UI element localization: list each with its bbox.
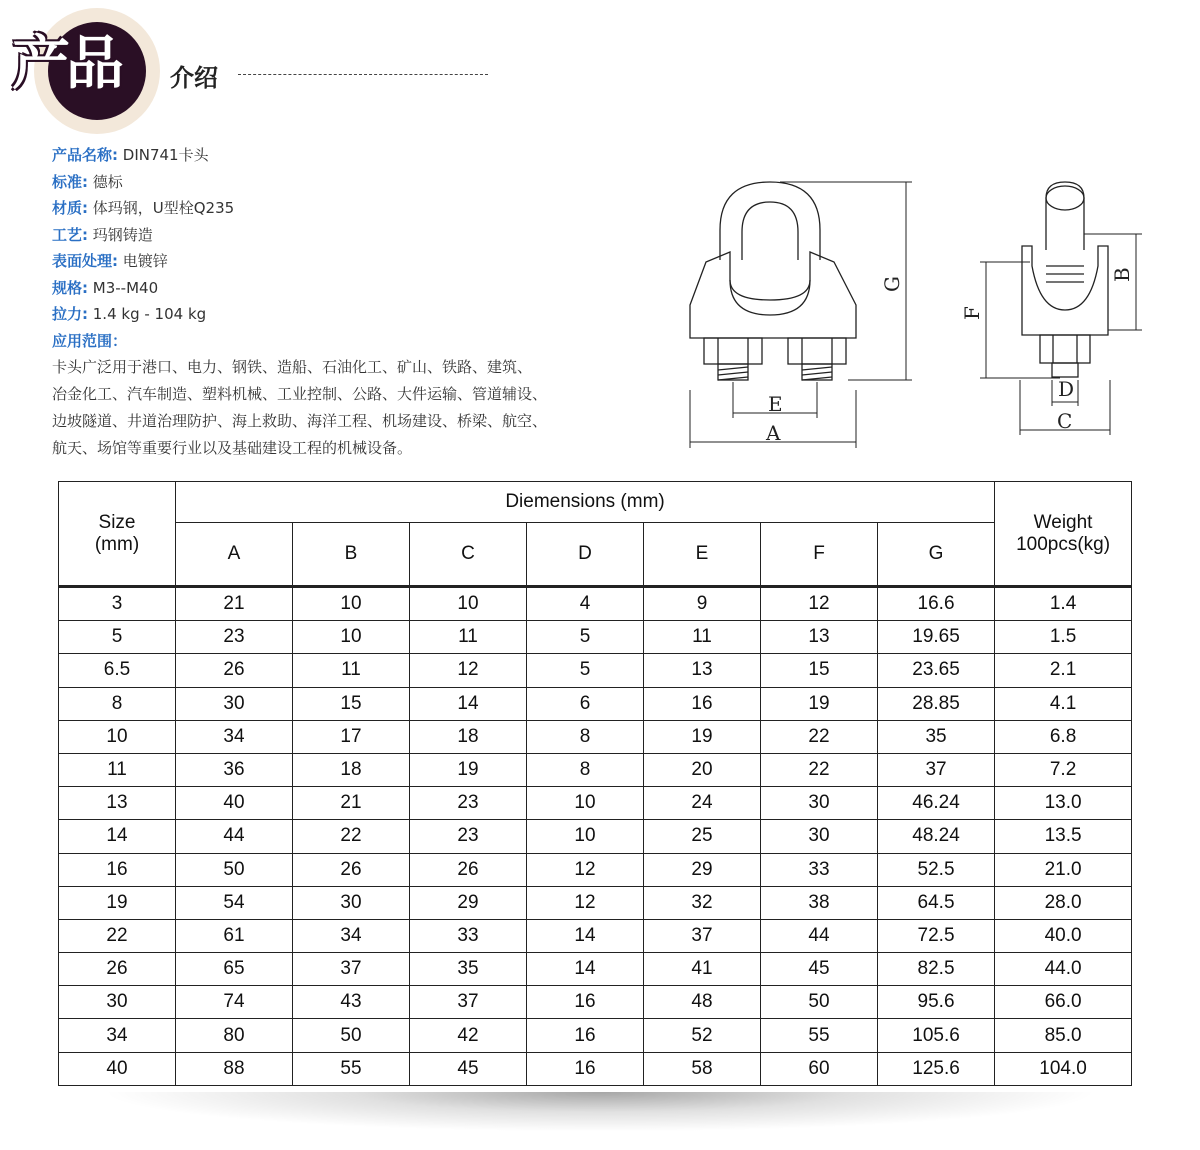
- table-cell: 9: [644, 587, 761, 621]
- table-cell: 61: [176, 919, 293, 952]
- table-cell: 30: [761, 787, 878, 820]
- table-cell: 35: [410, 953, 527, 986]
- table-cell: 40.0: [995, 919, 1132, 952]
- table-cell: 29: [644, 853, 761, 886]
- table-cell: 30: [761, 820, 878, 853]
- table-row: [59, 1019, 1132, 1052]
- table-cell: 72.5: [878, 919, 995, 952]
- table-row: [59, 1052, 1132, 1085]
- table-cell: 13.5: [995, 820, 1132, 853]
- table-row: [59, 787, 1132, 820]
- column-header: D: [527, 523, 644, 587]
- table-cell: 50: [176, 853, 293, 886]
- table-cell: 88: [176, 1052, 293, 1085]
- table-cell: 18: [410, 720, 527, 753]
- table-cell: 8: [59, 687, 176, 720]
- table-cell: 64.5: [878, 886, 995, 919]
- column-header: G: [878, 523, 995, 587]
- header-divider: [238, 74, 488, 75]
- table-row: [59, 820, 1132, 853]
- table-cell: 24: [644, 787, 761, 820]
- table-cell: 4: [527, 587, 644, 621]
- clip-drawing-svg: [680, 170, 1150, 460]
- table-cell: 34: [59, 1019, 176, 1052]
- table-row: [59, 654, 1132, 687]
- table-cell: 19: [761, 687, 878, 720]
- table-cell: 16: [527, 1019, 644, 1052]
- table-cell: 10: [293, 621, 410, 654]
- column-header: C: [410, 523, 527, 587]
- table-cell: 48: [644, 986, 761, 1019]
- table-cell: 34: [293, 919, 410, 952]
- table-cell: 40: [176, 787, 293, 820]
- table-cell: 8: [527, 753, 644, 786]
- spec-application: 应用范围：: [52, 331, 128, 350]
- table-cell: 10: [293, 587, 410, 621]
- table-cell: 58: [644, 1052, 761, 1085]
- application-description: [52, 354, 632, 462]
- table-cell: 45: [410, 1052, 527, 1085]
- table-cell: 16: [527, 986, 644, 1019]
- table-cell: 13.0: [995, 787, 1132, 820]
- table-cell: 74: [176, 986, 293, 1019]
- table-cell: 30: [176, 687, 293, 720]
- table-cell: 26: [176, 654, 293, 687]
- table-row: [59, 953, 1132, 986]
- table-cell: 52.5: [878, 853, 995, 886]
- table-cell: 65: [176, 953, 293, 986]
- table-cell: 13: [761, 621, 878, 654]
- table-cell: 33: [761, 853, 878, 886]
- table-cell: 125.6: [878, 1052, 995, 1085]
- table-cell: 33: [410, 919, 527, 952]
- table-cell: 55: [293, 1052, 410, 1085]
- table-cell: 60: [761, 1052, 878, 1085]
- table-cell: 5: [527, 654, 644, 687]
- table-cell: 5: [59, 621, 176, 654]
- table-cell: 5: [527, 621, 644, 654]
- table-cell: 12: [527, 853, 644, 886]
- description-line: 卡头广泛用于港口、电力、钢铁、造船、石油化工、矿山、铁路、建筑、: [52, 358, 533, 376]
- table-cell: 22: [59, 919, 176, 952]
- spec-product-name: 产品名称: DIN741卡头: [52, 146, 209, 164]
- description-line: 冶金化工、汽车制造、塑料机械、工业控制、公路、大件运输、管道辅设、: [52, 385, 548, 403]
- table-cell: 21: [176, 587, 293, 621]
- table-cell: 10: [59, 720, 176, 753]
- size-header: Size (mm): [59, 482, 176, 587]
- table-cell: 23: [410, 787, 527, 820]
- label-b: B: [1110, 267, 1134, 282]
- table-cell: 26: [410, 853, 527, 886]
- table-cell: 25: [644, 820, 761, 853]
- dimensions-header: Diemensions (mm): [176, 482, 995, 523]
- product-specs: [52, 142, 632, 462]
- table-cell: 13: [644, 654, 761, 687]
- table-cell: 14: [59, 820, 176, 853]
- table-cell: 38: [761, 886, 878, 919]
- spec-size-range: 规格: M3--M40: [52, 278, 159, 297]
- table-cell: 7.2: [995, 753, 1132, 786]
- table-cell: 23: [176, 621, 293, 654]
- table-cell: 16: [527, 1052, 644, 1085]
- table-cell: 17: [293, 720, 410, 753]
- table-cell: 10: [527, 787, 644, 820]
- table-cell: 3: [59, 587, 176, 621]
- table-cell: 14: [410, 687, 527, 720]
- table-cell: 11: [410, 621, 527, 654]
- table-cell: 41: [644, 953, 761, 986]
- table-row: [59, 587, 1132, 621]
- table-cell: 8: [527, 720, 644, 753]
- table-cell: 13: [59, 787, 176, 820]
- table-row: [59, 687, 1132, 720]
- table-cell: 104.0: [995, 1052, 1132, 1085]
- table-cell: 16: [59, 853, 176, 886]
- table-cell: 6: [527, 687, 644, 720]
- table-cell: 11: [644, 621, 761, 654]
- table-cell: 95.6: [878, 986, 995, 1019]
- table-cell: 37: [293, 953, 410, 986]
- table-cell: 20: [644, 753, 761, 786]
- table-cell: 19: [644, 720, 761, 753]
- column-header: F: [761, 523, 878, 587]
- table-cell: 12: [761, 587, 878, 621]
- table-cell: 10: [410, 587, 527, 621]
- table-cell: 6.5: [59, 654, 176, 687]
- front-view-drawing: [690, 182, 856, 380]
- table-cell: 43: [293, 986, 410, 1019]
- table-cell: 40: [59, 1052, 176, 1085]
- table-body: [59, 587, 1132, 1086]
- table-cell: 14: [527, 919, 644, 952]
- table-cell: 34: [176, 720, 293, 753]
- table-cell: 19.65: [878, 621, 995, 654]
- table-row: [59, 753, 1132, 786]
- table-cell: 15: [761, 654, 878, 687]
- table-cell: 26: [59, 953, 176, 986]
- table-cell: 21: [293, 787, 410, 820]
- table-cell: 23: [410, 820, 527, 853]
- spec-material: 材质: 体玛钢，U型栓Q235: [52, 199, 235, 217]
- table-cell: 46.24: [878, 787, 995, 820]
- label-g: G: [880, 276, 904, 292]
- table-row: [59, 986, 1132, 1019]
- table-cell: 45: [761, 953, 878, 986]
- table-cell: 44.0: [995, 953, 1132, 986]
- table-row: [59, 621, 1132, 654]
- table-cell: 105.6: [878, 1019, 995, 1052]
- table-cell: 22: [761, 753, 878, 786]
- table-cell: 19: [59, 886, 176, 919]
- table-cell: 6.8: [995, 720, 1132, 753]
- table-row: [59, 919, 1132, 952]
- table-cell: 55: [761, 1019, 878, 1052]
- column-header: B: [293, 523, 410, 587]
- table-cell: 50: [293, 1019, 410, 1052]
- table-cell: 37: [878, 753, 995, 786]
- column-header: E: [644, 523, 761, 587]
- weight-header: Weight 100pcs(kg): [995, 482, 1132, 587]
- table-cell: 80: [176, 1019, 293, 1052]
- table-cell: 37: [410, 986, 527, 1019]
- spec-surface: 表面处理: 电镀锌: [52, 252, 168, 270]
- dimensions-table: [58, 481, 1132, 1086]
- table-cell: 22: [761, 720, 878, 753]
- table-cell: 10: [527, 820, 644, 853]
- table-cell: 18: [293, 753, 410, 786]
- table-cell: 28.0: [995, 886, 1132, 919]
- table-cell: 16: [644, 687, 761, 720]
- table-cell: 36: [176, 753, 293, 786]
- table-cell: 11: [293, 654, 410, 687]
- table-cell: 37: [644, 919, 761, 952]
- table-cell: 50: [761, 986, 878, 1019]
- table-cell: 32: [644, 886, 761, 919]
- table-cell: 48.24: [878, 820, 995, 853]
- label-a: A: [766, 421, 781, 445]
- table-cell: 29: [410, 886, 527, 919]
- label-e: E: [768, 392, 783, 416]
- table-cell: 22: [293, 820, 410, 853]
- table-row: [59, 720, 1132, 753]
- label-d: D: [1058, 377, 1075, 401]
- table-cell: 35: [878, 720, 995, 753]
- bottom-shadow: [100, 1092, 1100, 1132]
- table-cell: 54: [176, 886, 293, 919]
- table-cell: 85.0: [995, 1019, 1132, 1052]
- table-cell: 21.0: [995, 853, 1132, 886]
- description-line: 航天、场馆等重要行业以及基础建设工程的机械设备。: [52, 439, 413, 457]
- section-subtitle: 介绍: [170, 64, 218, 92]
- table-cell: 30: [293, 886, 410, 919]
- table-cell: 28.85: [878, 687, 995, 720]
- table-cell: 42: [410, 1019, 527, 1052]
- label-c: C: [1057, 409, 1073, 433]
- spec-process: 工艺: 玛钢铸造: [52, 225, 153, 244]
- table-cell: 12: [410, 654, 527, 687]
- table-cell: 26: [293, 853, 410, 886]
- technical-drawings: [680, 170, 1150, 460]
- table-cell: 44: [761, 919, 878, 952]
- table-cell: 23.65: [878, 654, 995, 687]
- table-cell: 30: [59, 986, 176, 1019]
- table-cell: 66.0: [995, 986, 1132, 1019]
- spec-standard: 标准: 德标: [52, 172, 123, 191]
- table-cell: 1.5: [995, 621, 1132, 654]
- table-cell: 19: [410, 753, 527, 786]
- table-cell: 15: [293, 687, 410, 720]
- table-cell: 4.1: [995, 687, 1132, 720]
- table-cell: 11: [59, 753, 176, 786]
- table-cell: 82.5: [878, 953, 995, 986]
- table-cell: 52: [644, 1019, 761, 1052]
- table-cell: 44: [176, 820, 293, 853]
- table-cell: 2.1: [995, 654, 1132, 687]
- table-cell: 12: [527, 886, 644, 919]
- side-view-drawing: [1022, 182, 1108, 377]
- table-cell: 1.4: [995, 587, 1132, 621]
- table-row: [59, 886, 1132, 919]
- table-cell: 14: [527, 953, 644, 986]
- spec-tension: 拉力: 1.4 kg - 104 kg: [52, 305, 207, 323]
- description-line: 边坡隧道、井道治理防护、海上救助、海洋工程、机场建设、桥梁、航空、: [52, 412, 548, 430]
- label-f: F: [960, 306, 984, 320]
- table-cell: 16.6: [878, 587, 995, 621]
- column-header: A: [176, 523, 293, 587]
- badge-title: 产品: [12, 29, 121, 97]
- table-row: [59, 853, 1132, 886]
